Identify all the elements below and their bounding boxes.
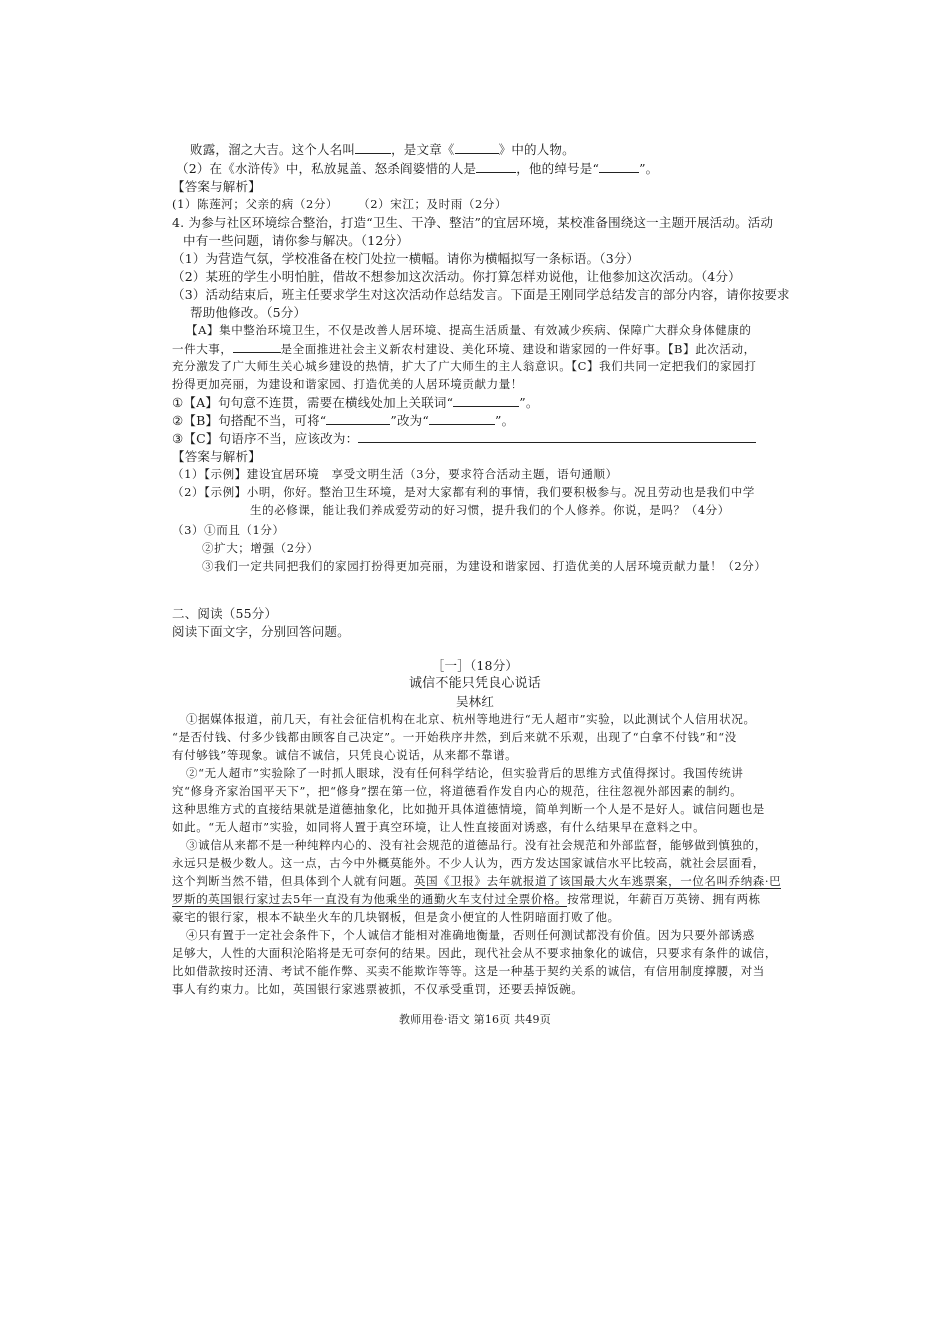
para-4-line-4: 事人有约束力。比如，英国银行家逃票被抓，不仅承受重罚，还要丢掉饭碗。 xyxy=(172,982,584,996)
text: ”。 xyxy=(519,395,539,410)
text: 一件大事， xyxy=(172,342,233,356)
para-2-line-3: 这种思维方式的直接结果就是道德抽象化，比如抛开具体道德情境，简单判断一个人是不是好人。诚信问题也是 xyxy=(172,802,765,816)
blank[interactable] xyxy=(476,160,516,173)
underlined-text: 罗斯的英国银行家过去5年一直没有为他乘坐的通勤火车支付过全票价格。 xyxy=(172,892,568,906)
para-4-line-2: 足够大，人性的大面积沦陷将是无可奈何的结果。因此，现代社会从不要求抽象化的诚信，只要求有条件的诚信， xyxy=(172,946,777,960)
para-3-line-3 xyxy=(172,873,781,890)
reading-author: 吴林红 xyxy=(455,694,495,709)
text: ③【C】句语序不当，应该改为： xyxy=(172,431,359,446)
q4-passage-2 xyxy=(172,340,756,358)
q4-sub-3b: 帮助他修改。（5分） xyxy=(190,305,307,320)
q3-line-1 xyxy=(190,141,575,158)
page-footer: 教师用卷·语文 第16页 共49页 xyxy=(399,1013,551,1026)
para-2-line-2: 究“修身齐家治国平天下”，把“修身”摆在第一位，将道德看作发自内心的规范，往往忽视外部因素的制约。 xyxy=(172,784,743,798)
blank[interactable] xyxy=(355,141,391,154)
q4-stem-2: 中有一些问题，请你参与解决。（12分） xyxy=(183,233,409,248)
para-1-line-1: ①据媒体报道，前几天，有社会征信机构在北京、杭州等地进行“无人超市”实验，以此测试个人信用状况。 xyxy=(186,712,756,726)
q4-answer-2b: 生的必修课，能让我们养成爱劳动的好习惯，提升我们的个人修养。你说，是吗？（4分） xyxy=(250,503,730,517)
answer-2: （2）宋江；及时雨（2分） xyxy=(358,197,508,211)
q4-sub-1: （1）为营造气氛，学校准备在校门处拉一横幅。请你为横幅拟写一条标语。（3分） xyxy=(172,251,640,266)
q4-answer-3c: ③我们一定共同把我们的家园打扮得更加亮丽，为建设和谐家园、打造优美的人居环境贡献力量！（2分） xyxy=(202,559,767,573)
q4-item-3 xyxy=(172,430,756,447)
para-1-line-3: 有付够钱”等现象。诚信不诚信，只凭良心说话，从来都不靠谱。 xyxy=(172,748,518,762)
text: ”。 xyxy=(639,161,659,176)
q4-passage-3: 充分激发了广大师生关心城乡建设的热情，扩大了广大师生的主人翁意识。【C】我们共同一定把我们的家园打 xyxy=(172,359,757,373)
q4-sub-3a: （3）活动结束后，班主任要求学生对这次活动作总结发言。下面是王刚同学总结发言的部分内容，请你按要求 xyxy=(172,287,790,302)
q4-passage-1: 【A】集中整治环境卫生，不仅是改善人居环境、提高生活质量、有效减少疾病、保障广大群众身体健康的 xyxy=(186,323,752,337)
q3-answer xyxy=(172,196,507,213)
q3-answer-heading: 【答案与解析】 xyxy=(172,179,261,194)
text: ①【A】句句意不连贯，需要在横线处加上关联词“ xyxy=(172,395,454,410)
section-instruction: 阅读下面文字，分别回答问题。 xyxy=(172,624,350,639)
para-2-line-4: 如此。“无人超市”实验，如同将人置于真空环境，让人性直接面对诱惑，有什么结果早在意料之中。 xyxy=(172,820,706,834)
q4-answer-1: （1）【示例】建设宜居环境 享受文明生活（3分，要求符合活动主题，语句通顺） xyxy=(172,467,618,481)
q4-answer-2a: （2）【示例】小明，你好。整治卫生环境，是对大家都有利的事情，我们要积极参与。况且劳动也是我们中学 xyxy=(172,485,755,499)
blank[interactable] xyxy=(599,160,639,173)
blank[interactable] xyxy=(233,340,281,353)
para-4-line-3: 比如借款按时还清、考试不能作弊、买卖不能欺诈等等。这是一种基于契约关系的诚信，有信用制度撑腰，对当 xyxy=(172,964,765,978)
reading-title: 诚信不能只凭良心说话 xyxy=(408,676,541,691)
q4-stem-1: 4. 为参与社区环境综合整治，打造“卫生、干净、整洁”的宜居环境，某校准备围绕这一主题开展活动。活动 xyxy=(172,215,774,230)
text: 败露，溜之大吉。这个人名叫 xyxy=(190,142,356,157)
text: ，他的绰号是“ xyxy=(516,161,600,176)
text: 》中的人物。 xyxy=(498,142,575,157)
q4-item-1 xyxy=(172,394,539,411)
q4-passage-4: 扮得更加亮丽，为建设和谐家园、打造优美的人居环境贡献力量！ xyxy=(172,377,523,391)
reading-part-label: ［一］（18分） xyxy=(431,658,519,673)
q4-answer-3a: （3）①而且（1分） xyxy=(172,523,285,537)
text: ②【B】句搭配不当，可将“ xyxy=(172,413,327,428)
text: （2）在《水浒传》中，私放晁盖、怒杀阎婆惜的人是 xyxy=(176,161,477,176)
answer-1: (1）陈莲河；父亲的病（2分） xyxy=(172,197,339,211)
para-3-line-5: 豪宅的银行家，根本不缺坐火车的几块钢板，但是贪小便宜的人性阴暗面打败了他。 xyxy=(172,910,620,924)
q4-answer-heading: 【答案与解析】 xyxy=(172,449,261,464)
text: ”改为“ xyxy=(390,413,429,428)
blank[interactable] xyxy=(455,141,499,154)
blank[interactable] xyxy=(429,412,495,425)
para-1-line-2: “是否付钱、付多少钱都由顾客自己决定”。一开始秩序井然，到后来就不乐观，出现了“白拿不付钱”和“没 xyxy=(172,730,737,744)
q4-answer-3b: ②扩大；增强（2分） xyxy=(202,541,319,555)
para-3-line-1: ③诚信从来都不是一种纯粹内心的、没有社会规范的道德品行。没有社会规范和外部监督，能够做到慎独的， xyxy=(186,838,767,852)
q4-sub-2: （2）某班的学生小明怕脏，借故不想参加这次活动。你打算怎样劝说他，让他参加这次活动。（4分） xyxy=(172,269,741,284)
blank[interactable] xyxy=(358,430,756,443)
q3-line-2 xyxy=(176,160,658,177)
section-heading: 二、阅读（55分） xyxy=(172,606,278,621)
para-2-line-1: ②“无人超市”实验除了一时抓人眼球，没有任何科学结论，但实验背后的思维方式值得探讨。我国传统讲 xyxy=(186,766,744,780)
q4-item-2 xyxy=(172,412,514,429)
para-3-line-4 xyxy=(172,891,761,908)
para-4-line-1: ④只有置于一定社会条件下，个人诚信才能相对准确地衡量，否则任何测试都没有价值。因为只要外部诱惑 xyxy=(186,928,755,942)
text: ，是文章《 xyxy=(391,142,455,157)
text: 这个判断当然不错，但具体到个人就有问题。 xyxy=(172,874,414,888)
text: ”。 xyxy=(494,413,515,428)
text: 按常理说，年薪百万英镑、拥有两栋 xyxy=(567,892,761,906)
blank[interactable] xyxy=(453,394,519,407)
blank[interactable] xyxy=(326,412,390,425)
text: 是全面推进社会主义新农村建设、美化环境、建设和谐家园的一件好事。【B】此次活动， xyxy=(280,342,756,356)
para-3-line-2: 永远只是极少数人。这一点，古今中外概莫能外。不少人认为，西方发达国家诚信水平比较高，就社会层面看， xyxy=(172,856,765,870)
underlined-text: 英国《卫报》去年就报道了该国最大火车逃票案，一位名叫乔纳森·巴 xyxy=(414,874,782,888)
